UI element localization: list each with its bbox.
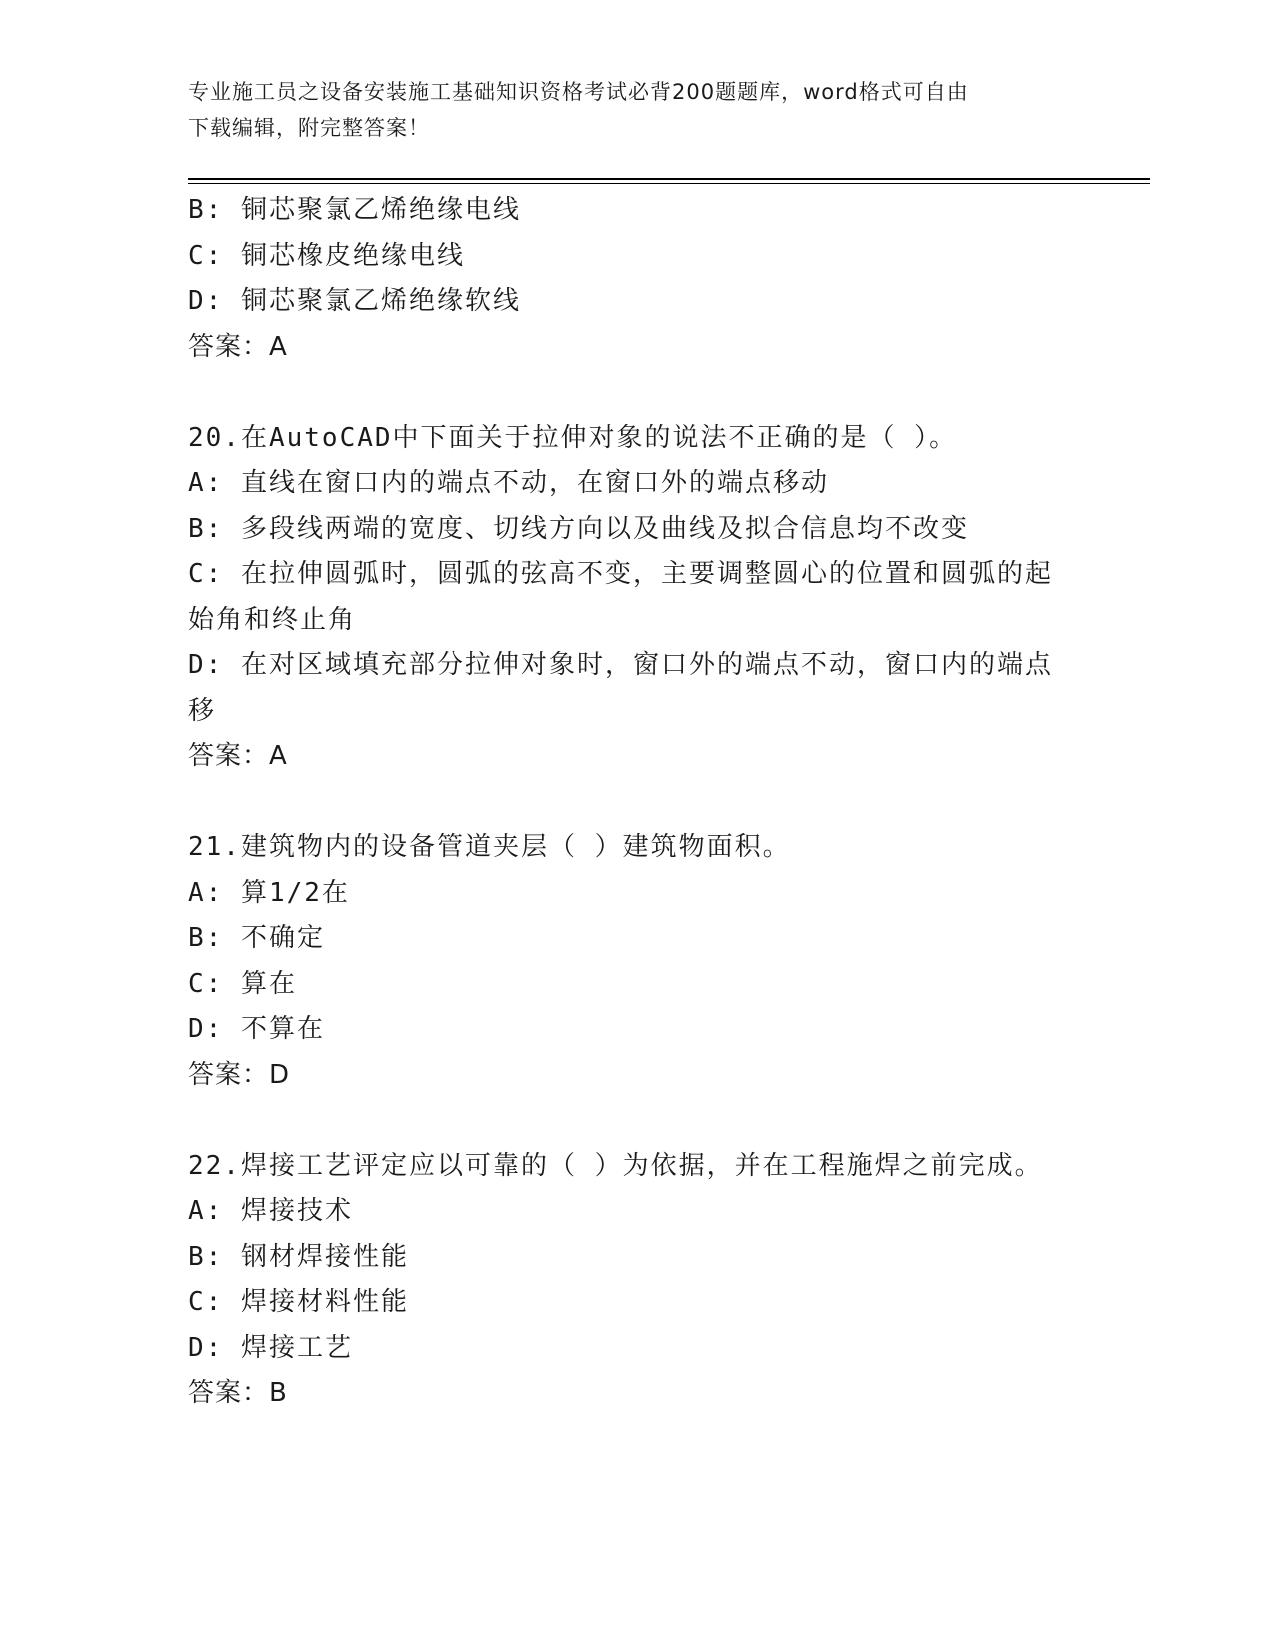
header-line-1: 专业施工员之设备安装施工基础知识资格考试必背200题题库，word格式可自由 (188, 80, 969, 104)
option-c: C: 算在 (188, 968, 297, 999)
answer-line: 答案：A (188, 741, 288, 771)
page-header (188, 74, 1088, 146)
question-text: 20.在AutoCAD中下面关于拉伸对象的说法不正确的是（ ）。 (188, 422, 958, 453)
question-text: 22.焊接工艺评定应以可靠的（ ）为依据，并在工程施焊之前完成。 (188, 1150, 1043, 1181)
header-line-2: 下载编辑，附完整答案！ (188, 116, 430, 140)
option-b: B: 多段线两端的宽度、切线方向以及曲线及拟合信息均不改变 (188, 513, 969, 544)
spacer (188, 370, 1088, 416)
option-d: D: 铜芯聚氯乙烯绝缘软线 (188, 286, 521, 316)
option-a: A: 算1/2在 (188, 877, 350, 908)
option-c-line-2: 始角和终止角 (188, 604, 357, 635)
option-a: A: 直线在窗口内的端点不动，在窗口外的端点移动 (188, 468, 829, 498)
option-b: B: 不确定 (188, 923, 325, 953)
answer-line: 答案：A (188, 331, 288, 362)
option-b: B: 钢材焊接性能 (188, 1241, 409, 1272)
answer-line: 答案：D (188, 1059, 291, 1090)
option-d: D: 不算在 (188, 1014, 325, 1044)
question-21 (188, 825, 1088, 1098)
answer-line: 答案：B (188, 1378, 288, 1408)
question-22 (188, 1144, 1088, 1417)
question-20 (188, 416, 1088, 780)
option-b: B: 铜芯聚氯乙烯绝缘电线 (188, 195, 521, 225)
header-rule-thick (188, 178, 1150, 180)
spacer (188, 780, 1088, 826)
option-a: A: 焊接技术 (188, 1196, 353, 1226)
header-rule-thin (188, 183, 1150, 184)
option-d-line-1: D: 在对区域填充部分拉伸对象时，窗口外的端点不动，窗口内的端点 (188, 650, 1053, 680)
option-d-line-2: 移 (188, 695, 217, 726)
option-c: C: 焊接材料性能 (188, 1287, 409, 1317)
question-19-tail (188, 188, 1088, 370)
option-c: C: 铜芯橡皮绝缘电线 (188, 240, 465, 271)
option-d: D: 焊接工艺 (188, 1332, 353, 1363)
question-text: 21.建筑物内的设备管道夹层（ ）建筑物面积。 (188, 832, 791, 862)
question-content (188, 188, 1088, 1417)
option-c-line-1: C: 在拉伸圆弧时，圆弧的弦高不变，主要调整圆心的位置和圆弧的起 (188, 559, 1053, 589)
spacer (188, 1098, 1088, 1144)
